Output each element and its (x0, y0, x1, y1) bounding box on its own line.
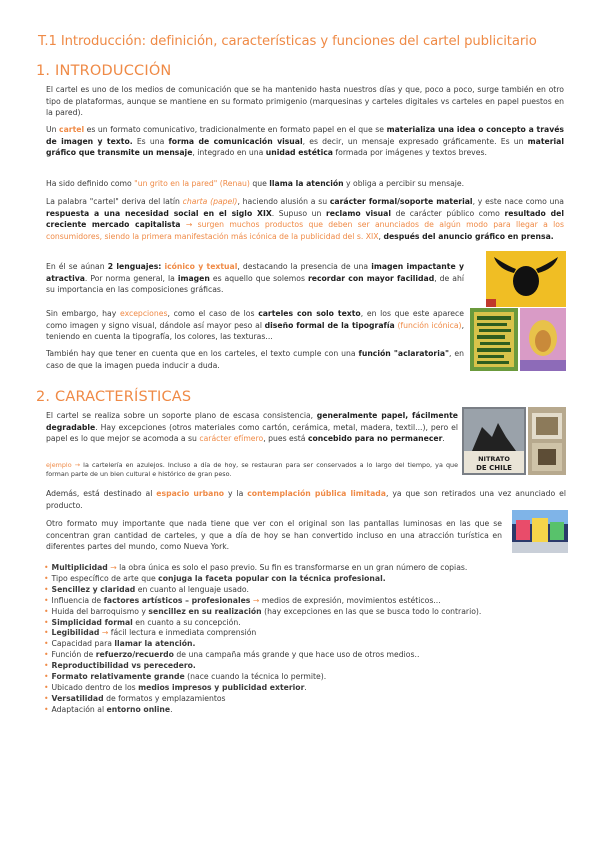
list-item: • Reproductibilidad vs perecedero. (44, 661, 196, 671)
caract-paragraph-3: Otro formato muy importante que nada tiene que ver con el original son las pantallas luminosas en las que se concentran gran cantidad de carteles, y que a día de hoy se han convertido incluso en una atracción turística en diferentes partes del mundo, como Nueva York. (46, 519, 502, 552)
nitrato-tile-poster-image (462, 407, 526, 475)
tile-building-image (528, 407, 566, 475)
intro-paragraph-6: Sin embargo, hay excepciones, como el caso de los carteles con solo texto, en los que este aparece como imagen y signo visual, dándole así mayor peso al diseño formal de la tipografía (función icónica), teniendo en cuenta la tipografía, los colores, las texturas... (46, 309, 465, 342)
intro-paragraph-7: También hay que tener en cuenta que en los carteles, el texto cumple con una función "aclaratoria", en caso de que la imagen pueda inducir a duda. (46, 349, 464, 370)
section-heading-introduccion: 1. INTRODUCCIÓN (36, 63, 172, 79)
poster-text-line-2: DE CHILE (476, 464, 512, 472)
text-poster-image-1 (470, 308, 518, 371)
list-item: • Formato relativamente grande (nace cuando la técnica lo permite). (44, 672, 327, 682)
list-item: • Adaptación al entorno online. (44, 704, 173, 714)
list-item: • Capacidad para llamar la atención. (44, 639, 196, 649)
list-item: • Versatilidad de formatos y emplazamientos (44, 693, 226, 703)
intro-paragraph-1: El cartel es uno de los medios de comunicación que se ha mantenido hasta nuestros días y que, poco a poco, surge también en otro tipo de plataformas, aunque se mantiene en su formato primigenio (marquesinas y carteles digitales vs carteles en papel puestos en la pared). (46, 85, 564, 118)
poster-text-line-1: NITRATO (478, 455, 510, 463)
text-poster-image-2 (520, 308, 566, 371)
caract-paragraph-2: Además, está destinado al espacio urbano y la contemplación pública limitada, ya que son retirados una vez anunciado el producto. (46, 489, 567, 510)
list-item: • Función de refuerzo/recuerdo de una campaña más grande y que hace uso de otros medios.. (44, 650, 420, 660)
characteristics-list (44, 563, 564, 716)
intro-paragraph-3: Ha sido definido como "un grito en la pared" (Renau) que llama la atención y obliga a percibir su mensaje. (46, 179, 465, 188)
caract-paragraph-1: El cartel se realiza sobre un soporte plano de escasa consistencia, generalmente papel, fácilmente degradable. Hay excepciones (otros materiales como cartón, cerámica, metal, madera, textil...), pero el papel es lo que mejor se acomoda a su carácter efímero, pues está concebido para no permanecer. (46, 411, 458, 444)
document-title: T.1 Introducción: definición, características y funciones del cartel publicitario (38, 34, 537, 49)
list-item: • Influencia de factores artísticos – profesionales → medios de expresión, movimientos estéticos... (44, 595, 441, 605)
list-item: • Simplicidad formal en cuanto a su concepción. (44, 617, 241, 627)
list-item: • Sencillez y claridad en cuanto al lenguaje usado. (44, 584, 249, 594)
times-square-image (512, 510, 568, 553)
section-heading-caracteristicas: 2. CARACTERÍSTICAS (36, 389, 192, 405)
tile-example-note: ejemplo → la cartelería en azulejos. Incluso a día de hoy, se restauran para ser conservados a lo largo del tiempo, ya que forman parte de un bien cultural e histórico de gran peso. (46, 461, 459, 479)
list-item: • Tipo específico de arte que conjuga la faceta popular con la técnica profesional. (44, 573, 386, 583)
list-item: • Ubicado dentro de los medios impresos y publicidad exterior. (44, 682, 307, 692)
intro-paragraph-2: Un cartel es un formato comunicativo, tradicionalmente en formato papel en el que se materializa una idea o concepto a través de imagen y texto. Es una forma de comunicación visual, es decir, un mensaje expresado gráficamente. Es un material gráfico que transmite un mensaje, integrado en una unidad estética formada por imágenes y textos breves. (46, 125, 565, 158)
list-item: • Multiplicidad → la obra única es solo el paso previo. Su fin es transformarse en un gran número de copias. (44, 563, 468, 572)
intro-paragraph-5: En él se aúnan 2 lenguajes: icónico y textual, destacando la presencia de una imagen impactante y atractiva. Por norma general, la imagen es aquello que solemos recordar con mayor facilidad, de ahí su importancia en las composiciones gráficas. (46, 262, 464, 295)
intro-paragraph-4: La palabra "cartel" deriva del latín charta (papel), haciendo alusión a su carácter formal/soporte material, y este nace como una respuesta a una necesidad social en el siglo XIX. Supuso un reclamo visual de carácter público como resultado del creciente mercado capitalista → surgen muchos productos que deben ser anunciados de algún modo para llegar a los consumidores, siendo la primera manifestación más icónica de la publicidad del s. XIX, después del anuncio gráfico en prensa. (46, 197, 564, 241)
list-item: • Huida del barroquismo y sencillez en su realización (hay excepciones en las que se busca todo lo contrario). (44, 606, 482, 616)
bull-poster-image (486, 251, 566, 307)
list-item: • Legibilidad → fácil lectura e inmediata comprensión (44, 628, 257, 638)
